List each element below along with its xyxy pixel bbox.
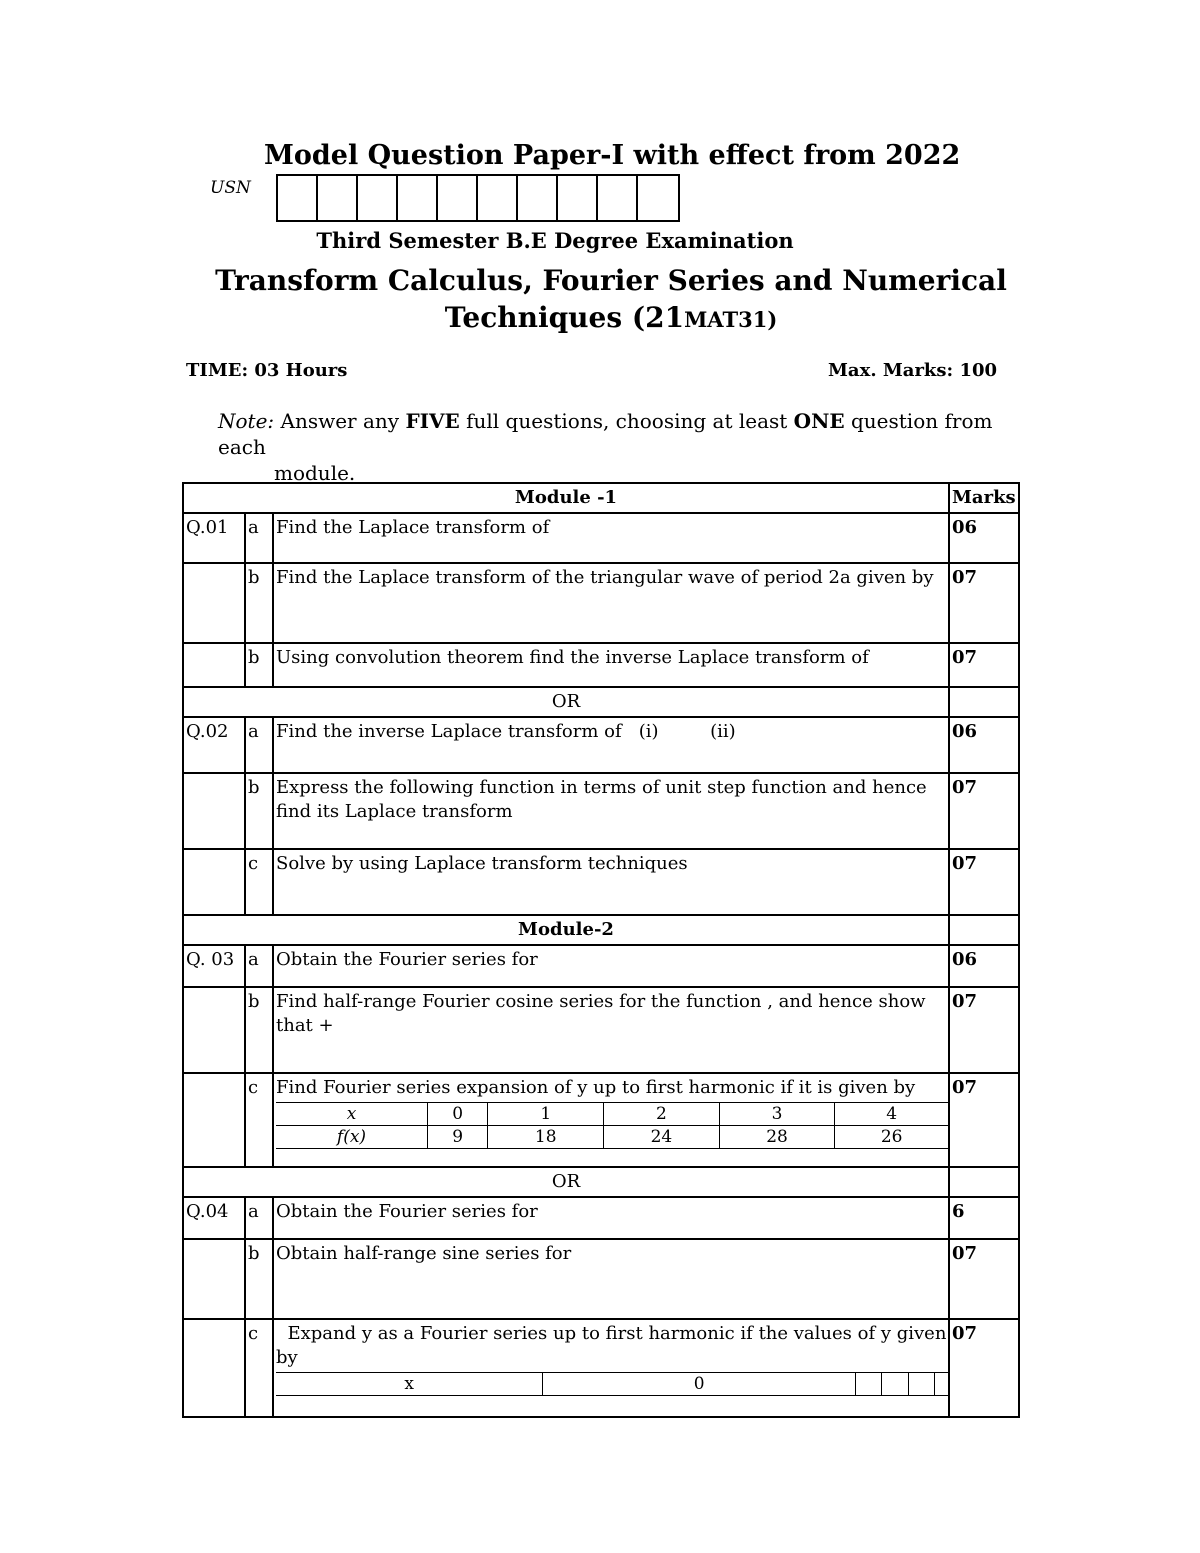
- question-marks: 07: [949, 1319, 1019, 1417]
- module-title: Module -1: [183, 483, 949, 513]
- question-text: Find the inverse Laplace transform of (i) (ii): [273, 717, 949, 773]
- question-marks: 06: [949, 945, 1019, 987]
- module-header-row: [183, 483, 1019, 513]
- part-letter: b: [245, 643, 273, 687]
- part-letter: b: [245, 563, 273, 643]
- data-row-x: x 0 1 2 3 4: [276, 1103, 948, 1126]
- or-separator: OR: [183, 1167, 949, 1197]
- module-title: Module-2: [183, 915, 949, 945]
- or-row: [183, 687, 1019, 717]
- question-row: [183, 945, 1019, 987]
- course-title-line1: Transform Calculus, Fourier Series and Numerical: [215, 264, 1007, 297]
- data-row-x: x 0: [276, 1373, 948, 1396]
- module-header-row: [183, 915, 1019, 945]
- question-text: Find the Laplace transform of the triangular wave of period 2a given by: [273, 563, 949, 643]
- usn-box[interactable]: [518, 176, 558, 220]
- part-letter: a: [245, 717, 273, 773]
- question-row: [183, 1073, 1019, 1167]
- question-marks: 6: [949, 1197, 1019, 1239]
- usn-box[interactable]: [478, 176, 518, 220]
- question-row: [183, 987, 1019, 1073]
- data-row-fx: f(x) 9 18 24 28 26: [276, 1126, 948, 1149]
- course-title: [0, 262, 1200, 338]
- instructions-note: Note: Answer any FIVE full questions, choosing at least ONE question from each module.: [218, 409, 993, 485]
- question-text: Using convolution theorem find the inverse Laplace transform of: [273, 643, 949, 687]
- question-row: [183, 563, 1019, 643]
- question-number: Q.04: [183, 1197, 245, 1239]
- note-label: Note:: [218, 409, 275, 433]
- exam-time: TIME: 03 Hours: [186, 360, 348, 381]
- question-row: [183, 1319, 1019, 1417]
- question-row: [183, 643, 1019, 687]
- usn-box[interactable]: [438, 176, 478, 220]
- question-text: Obtain half-range sine series for: [273, 1239, 949, 1319]
- usn-box[interactable]: [278, 176, 318, 220]
- part-letter: a: [245, 1197, 273, 1239]
- part-letter: c: [245, 1073, 273, 1167]
- usn-box[interactable]: [398, 176, 438, 220]
- question-text: Express the following function in terms of unit step function and hence find its Laplace transform: [273, 773, 949, 849]
- question-marks: 06: [949, 513, 1019, 563]
- question-row: [183, 1239, 1019, 1319]
- question-number: Q.02: [183, 717, 245, 773]
- question-text: Obtain the Fourier series for: [273, 945, 949, 987]
- usn-box[interactable]: [638, 176, 678, 220]
- usn-box[interactable]: [318, 176, 358, 220]
- question-row: [183, 717, 1019, 773]
- question-marks: 07: [949, 773, 1019, 849]
- data-table: [276, 1102, 948, 1149]
- or-row: [183, 1167, 1019, 1197]
- part-letter: b: [245, 987, 273, 1073]
- question-number: Q.01: [183, 513, 245, 563]
- question-row: [183, 849, 1019, 915]
- usn-boxes: [276, 174, 680, 222]
- question-marks: 07: [949, 1239, 1019, 1319]
- question-row: [183, 1197, 1019, 1239]
- course-title-line2: Techniques (21MAT31): [444, 301, 778, 334]
- question-text: Obtain the Fourier series for: [273, 1197, 949, 1239]
- max-marks: Max. Marks: 100: [828, 360, 998, 381]
- usn-label: USN: [210, 178, 251, 198]
- marks-header: Marks: [949, 483, 1019, 513]
- question-number: Q. 03: [183, 945, 245, 987]
- question-text: Expand y as a Fourier series up to first harmonic if the values of y given by: [276, 1323, 953, 1368]
- usn-box[interactable]: [598, 176, 638, 220]
- or-separator: OR: [183, 687, 949, 717]
- question-marks: 07: [949, 987, 1019, 1073]
- usn-box[interactable]: [358, 176, 398, 220]
- part-letter: b: [245, 1239, 273, 1319]
- question-row: [183, 773, 1019, 849]
- part-letter: c: [245, 1319, 273, 1417]
- question-table: [182, 482, 1020, 1418]
- paper-title: Model Question Paper-I with effect from 2022: [264, 140, 961, 171]
- question-marks: 07: [949, 849, 1019, 915]
- question-text: Solve by using Laplace transform techniques: [273, 849, 949, 915]
- usn-box[interactable]: [558, 176, 598, 220]
- question-text: Find the Laplace transform of: [273, 513, 949, 563]
- question-marks: 07: [949, 563, 1019, 643]
- question-row: [183, 513, 1019, 563]
- part-letter: a: [245, 945, 273, 987]
- question-text: Find Fourier series expansion of y up to first harmonic if it is given by: [276, 1077, 916, 1098]
- question-marks: 06: [949, 717, 1019, 773]
- part-letter: a: [245, 513, 273, 563]
- course-code: MAT31: [684, 307, 768, 332]
- data-table: [276, 1372, 948, 1396]
- part-letter: b: [245, 773, 273, 849]
- exam-name: Third Semester B.E Degree Examination: [316, 228, 794, 253]
- question-text: Find half-range Fourier cosine series for the function , and hence show that +: [273, 987, 949, 1073]
- part-letter: c: [245, 849, 273, 915]
- question-marks: 07: [949, 643, 1019, 687]
- question-marks: 07: [949, 1073, 1019, 1167]
